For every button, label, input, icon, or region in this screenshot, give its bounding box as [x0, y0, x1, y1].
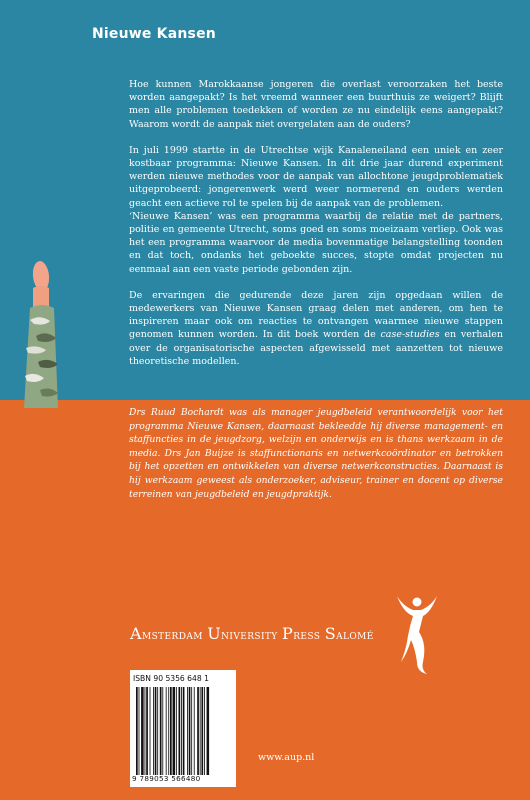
- series-title: Nieuwe Kansen: [92, 26, 216, 42]
- barcode-icon: [136, 687, 230, 775]
- raised-arm-camouflage-icon: [16, 258, 62, 408]
- dancer-figure-icon: [393, 592, 441, 676]
- publisher-name: Amsterdam University Press Salomé: [130, 624, 374, 643]
- barcode-panel: [130, 670, 236, 787]
- author-bios: [129, 406, 503, 501]
- blurb-paragraph-4: De ervaringen die gedurende deze jaren zijn opgedaan willen de medewerkers van Nieuwe Kansen graag delen met anderen, om hen te inspireren maar ook om reacties te ontvangen waarmee nieuwe stappen genomen kunnen worden. In dit boek worden de case-studies en verhalen over de organisatorische aspecten afgewisseld met aanzetten tot nieuwe theoretische modellen.: [129, 289, 503, 367]
- blurb-text: [129, 78, 503, 381]
- blurb-paragraph-3: ‘Nieuwe Kansen’ was een programma waarbij de relatie met de partners, politie en gemeente Utrecht, soms goed en soms moeizaam verliep. Ook was het een programma waarvoor de media bovenmatige belangstelling toonden en dat toch, ondanks het geboekte succes, stopte omdat projecten nu eenmaal aan een vaste periode gebonden zijn.: [129, 210, 503, 275]
- barcode-digits: 9 789053 566480: [132, 774, 201, 783]
- blurb-paragraph-2: In juli 1999 startte in de Utrechtse wijk Kanaleneiland een uniek en zeer kostbaar programma: Nieuwe Kansen. In dit drie jaar durend experiment werden nieuwe methodes voor de aanpak van allochtone jeugdproblematiek uitgeprobeerd: jongerenwerk werd weer normerend en ouders werden geacht een actieve rol te spelen bij de aanpak van de problemen.: [129, 144, 503, 209]
- isbn-label: ISBN 90 5356 648 1: [133, 674, 209, 683]
- publisher-website: www.aup.nl: [258, 752, 315, 763]
- author-bio-text: Drs Ruud Bochardt was als manager jeugdbeleid verantwoordelijk voor het programma Nieuwe Kansen, daarnaast bekleedde hij diverse management- en staffuncties in de jeugdzorg, welzijn en onderwijs en is thans werkzaam in de media. Drs Jan Buijze is staffunctionaris en netwerkcoördinator en betrokken bij het opzetten en ontwikkelen van diverse netwerkconstructies. Daarnaast is hij werkzaam geweest als onderzoeker, adviseur, trainer en docent op diverse terreinen van jeugdbeleid en jeugdpraktijk.: [129, 407, 503, 500]
- blurb-paragraph-1: Hoe kunnen Marokkaanse jongeren die overlast veroorzaken het beste worden aangepakt? Is het vreemd wanneer een buurthuis ze weigert? Blijft men alle problemen toedekken of worden ze nu eindelijk eens aangepakt? Waarom wordt de aanpak niet overgelaten aan de ouders?: [129, 79, 503, 130]
- case-studies-emphasis: case-studies: [380, 329, 440, 341]
